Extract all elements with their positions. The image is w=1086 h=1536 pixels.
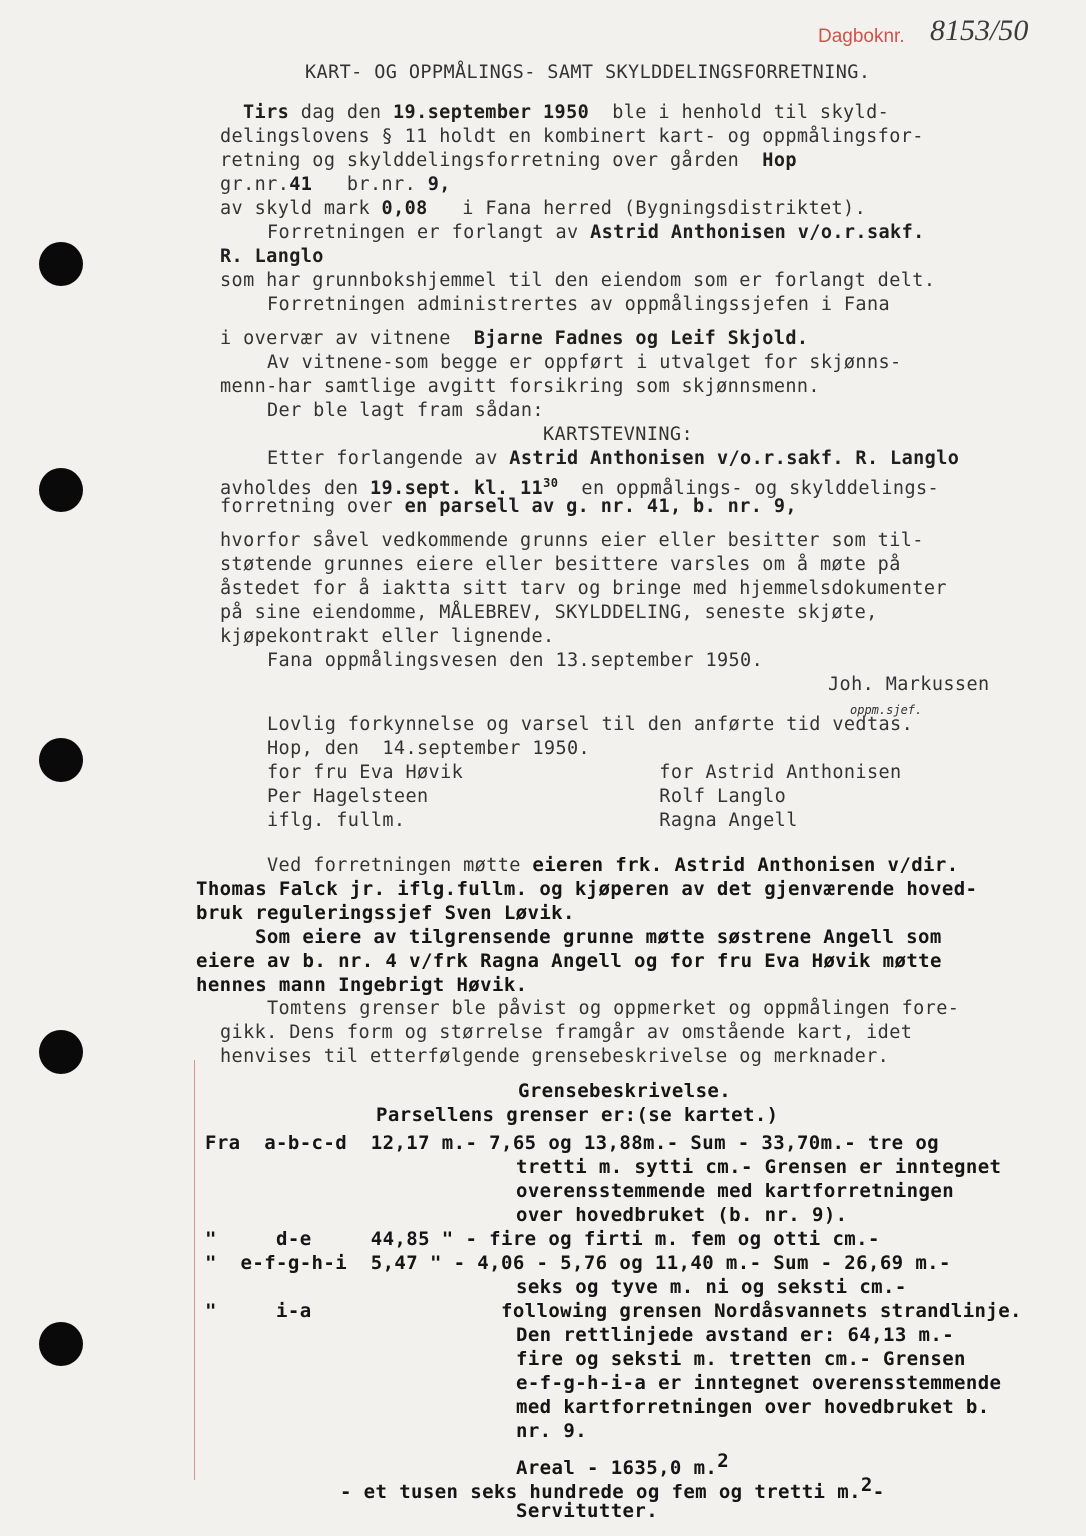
text-segment: i overvær av vitnene [220, 328, 474, 349]
text-segment: henvises til etterfølgende grensebeskrivelse og merknader. [220, 1046, 890, 1067]
text-segment: en oppmålings- og skylddelings- [558, 478, 940, 500]
text-line [516, 1180, 954, 1203]
text-line [516, 1372, 1001, 1395]
text-segment: gr.nr. [220, 174, 290, 195]
text-segment: i Fana herred (Bygningsdistriktet). [427, 198, 867, 219]
text-segment: 2 [860, 1474, 873, 1496]
text-segment: kjøpekontrakt eller lignende. [220, 626, 555, 647]
text-line [205, 1228, 880, 1251]
punch-hole [39, 1030, 83, 1074]
text-segment: som har grunnbokshjemmel til den eiendom som er forlangt delt. [220, 270, 936, 291]
text-segment: Fana oppmålingsvesen den 13.september 1950. [267, 650, 764, 671]
text-segment: KARTSTEVNING: [543, 424, 693, 445]
punch-hole [39, 468, 83, 512]
text-segment: Grensebeskrivelse. [518, 1080, 732, 1102]
text-segment: en parsell av g. nr. 41, b. nr. 9, [404, 496, 797, 517]
text-segment: e-f-g-h-i-a er inntegnet overensstemmende [516, 1372, 1002, 1394]
text-line [196, 878, 977, 901]
text-segment: Astrid Anthonisen v/o.r.sakf. [590, 222, 925, 243]
text-line [516, 1348, 966, 1371]
text-line [196, 902, 575, 925]
text-line [220, 1022, 912, 1044]
text-segment: R. Langlo [220, 246, 324, 267]
text-segment: Servitutter. [516, 1500, 659, 1522]
text-segment: Tirs [243, 102, 290, 123]
text-line [267, 738, 590, 760]
text-line [267, 786, 786, 808]
text-segment: " i-a following grensen Nordåsvannets strandlinje. [205, 1300, 1022, 1322]
text-segment: gikk. Dens form og størrelse framgår av omstående kart, idet [220, 1022, 913, 1043]
text-line [267, 810, 798, 832]
text-line [267, 222, 925, 244]
text-segment: menn-har samtlige avgitt forsikring som skjønnsmenn. [220, 376, 820, 397]
text-line [516, 1324, 954, 1347]
text-line [267, 714, 913, 736]
text-line [196, 950, 942, 973]
text-line [516, 1420, 587, 1443]
text-segment: bruk reguleringssjef Sven Løvik. [196, 902, 575, 924]
text-segment: Ved forretningen møtte [267, 855, 533, 876]
text-line [376, 1104, 779, 1127]
text-line [267, 650, 763, 672]
text-line [828, 674, 990, 696]
text-segment: eieren frk. Astrid Anthonisen v/dir. [532, 854, 959, 876]
text-segment: delingslovens § 11 holdt en kombinert kart- og oppmålingsfor- [220, 126, 924, 147]
text-segment: 30 [543, 476, 559, 490]
text-segment: Av vitnene-som begge er oppført i utvalget for skjønns- [267, 352, 902, 373]
dagbok-number: 8153/50 [930, 14, 1029, 47]
document-title: KART- OG OPPMÅLINGS- SAMT SKYLDDELINGSFORRETNING. [305, 62, 871, 83]
text-segment: 0,08 [381, 198, 428, 219]
margin-line [194, 1060, 195, 1480]
text-segment: Lovlig forkynnelse og varsel til den anførte tid vedtas. [267, 714, 914, 735]
text-segment: retning og skylddelingsforretning over gården [220, 150, 763, 171]
text-segment: Joh. Markussen [828, 674, 990, 695]
text-segment: Per Hagelsteen Rolf Langlo [267, 786, 787, 807]
text-line [220, 578, 947, 600]
text-line [220, 150, 797, 172]
text-line [267, 352, 902, 374]
text-segment: eiere av b. nr. 4 v/frk Ragna Angell og for fru Eva Høvik møtte [196, 950, 942, 972]
text-line [516, 1156, 1001, 1179]
text-segment: hvorfor såvel vedkommende grunns eier eller besitter som til- [220, 530, 924, 551]
text-segment: åstedet for å iaktta sitt tarv og bringe med hjemmelsdokumenter [220, 578, 947, 599]
text-segment: nr. 9. [516, 1420, 588, 1442]
text-segment: overensstemmende med kartforretningen [516, 1180, 955, 1202]
text-segment: Etter forlangende av [267, 448, 510, 469]
text-line [220, 554, 901, 576]
text-line [243, 102, 889, 124]
text-line [205, 1132, 939, 1155]
text-line [220, 602, 878, 624]
text-segment: Der ble lagt fram sådan: [267, 400, 544, 421]
text-segment: Fra a-b-c-d 12,17 m.- 7,65 og 13,88m.- Sum - 33,70m.- tre og [205, 1132, 940, 1154]
text-segment: oppm.sjef. [850, 703, 923, 717]
text-segment: Bjarne Fadnes og Leif Skjold. [473, 328, 809, 349]
punch-hole [39, 1322, 83, 1366]
text-segment: seks og tyve m. ni og seksti cm.- [516, 1276, 907, 1298]
text-segment: avholdes den [220, 478, 370, 500]
text-line [220, 198, 866, 220]
text-segment: Thomas Falck jr. iflg.fullm. og kjøperen av det gjenværende hoved- [196, 878, 978, 900]
text-segment: med kartforretningen over hovedbruket b. [516, 1396, 990, 1418]
text-line [267, 294, 890, 316]
text-segment: hennes mann Ingebrigt Høvik. [196, 974, 528, 996]
text-line [516, 1500, 658, 1523]
text-segment: Astrid Anthonisen v/o.r.sakf. R. Langlo [509, 448, 960, 469]
text-line [220, 530, 924, 552]
text-line [543, 424, 693, 446]
text-segment: tretti m. sytti cm.- Grensen er inntegnet [516, 1156, 1002, 1178]
text-segment: Hop, den 14.september 1950. [267, 738, 591, 759]
text-segment: br.nr. [312, 174, 428, 195]
text-line [516, 1276, 907, 1299]
text-segment: Forretningen er forlangt av [267, 222, 591, 243]
text-segment: Parsellens grenser er:(se kartet.) [376, 1104, 779, 1126]
text-segment: iflg. fullm. Ragna Angell [267, 810, 798, 831]
text-line [220, 246, 324, 268]
text-segment: " d-e 44,85 " - fire og firti m. fem og otti cm.- [205, 1228, 880, 1250]
text-line [220, 270, 935, 292]
text-segment: fire og seksti m. tretten cm.- Grensen [516, 1348, 966, 1370]
text-segment: for fru Eva Høvik for Astrid Anthonisen [267, 762, 902, 783]
text-line [205, 1300, 1022, 1323]
text-line [220, 126, 924, 148]
dagbok-label: Dagboknr. [818, 26, 905, 47]
punch-hole [39, 242, 83, 286]
text-segment: " e-f-g-h-i 5,47 " - 4,06 - 5,76 og 11,40 m.- Sum - 26,69 m.- [205, 1252, 951, 1274]
text-segment: 41 [289, 174, 313, 195]
text-line [220, 328, 808, 350]
text-segment: over hovedbruket (b. nr. 9). [516, 1204, 848, 1226]
text-segment: ble i henhold til skyld- [589, 102, 890, 123]
text-line [220, 496, 797, 518]
text-line [220, 376, 820, 398]
text-segment: 9, [427, 174, 451, 195]
text-segment: dag den [289, 102, 393, 123]
text-line [516, 1396, 990, 1419]
text-line [205, 1252, 951, 1275]
text-segment: av skyld mark [220, 198, 382, 219]
punch-hole [39, 738, 83, 782]
text-line [267, 854, 959, 877]
text-segment: Som eiere av tilgrensende grunne møtte søstrene Angell som [255, 926, 942, 948]
text-line [516, 1204, 848, 1227]
text-segment: Areal - 1635,0 m. [516, 1457, 718, 1480]
text-line [196, 974, 528, 997]
text-segment: Hop [762, 150, 797, 171]
text-line [220, 626, 555, 648]
text-line [255, 926, 942, 949]
text-segment: Tomtens grenser ble påvist og oppmerket og oppmålingen fore- [267, 998, 960, 1019]
text-segment: 19.september 1950 [393, 102, 590, 123]
text-line [267, 400, 544, 422]
text-line [267, 998, 959, 1020]
text-line [220, 1046, 889, 1068]
text-segment: - [872, 1481, 885, 1504]
text-line [518, 1080, 731, 1103]
text-segment: støtende grunnes eiere eller besittere varsles om å møte på [220, 554, 901, 575]
text-line [267, 448, 959, 470]
text-line [220, 174, 451, 196]
text-segment: Forretningen administrertes av oppmålingssjefen i Fana [267, 294, 891, 315]
text-segment: - et tusen seks hundrede og fem og tretti m. [340, 1481, 861, 1504]
text-segment: Den rettlinjede avstand er: 64,13 m.- [516, 1324, 955, 1346]
text-segment: på sine eiendomme, MÅLEBREV, SKYLDDELING, seneste skjøte, [220, 602, 878, 623]
text-segment: 19.sept. kl. 11 [370, 478, 544, 500]
text-segment: 2 [717, 1450, 730, 1472]
text-segment: forretning over [220, 496, 405, 517]
text-line [267, 762, 902, 784]
